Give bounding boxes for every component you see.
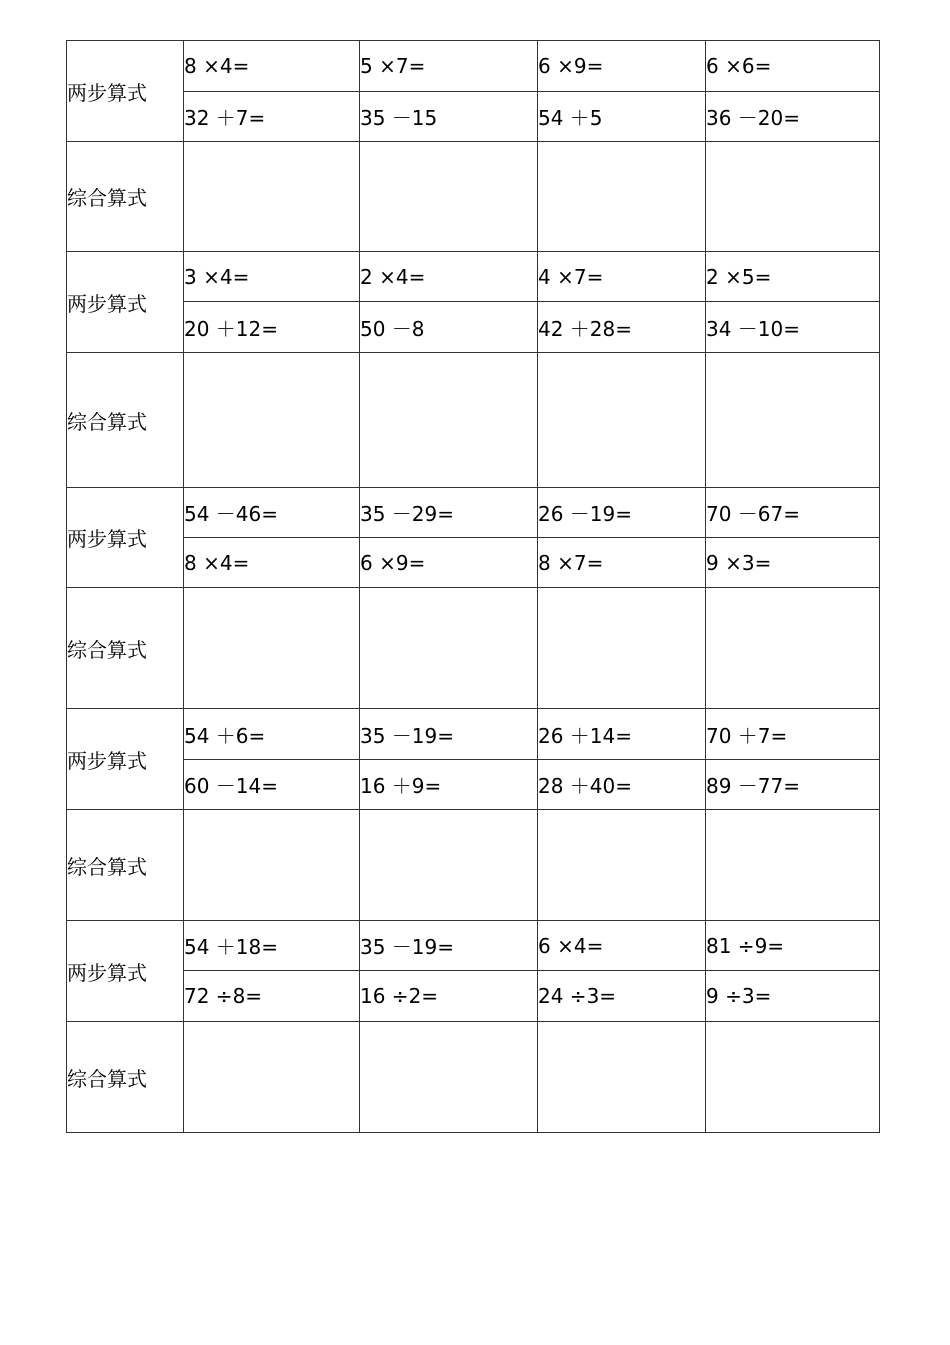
answer-cell[interactable]: [184, 588, 360, 709]
answer-cell[interactable]: [538, 142, 706, 252]
equation-cell: 28 ＋40=: [538, 760, 706, 810]
equation-cell: 16 ÷2=: [360, 971, 538, 1022]
combined-label: 综合算式: [67, 142, 184, 252]
equation-cell: 72 ÷8=: [184, 971, 360, 1022]
answer-cell[interactable]: [360, 353, 538, 488]
table-row: [67, 810, 880, 921]
combined-label: 综合算式: [67, 588, 184, 709]
equation-cell: 6 ×9=: [360, 538, 538, 588]
two-step-label: 两步算式: [67, 488, 184, 588]
table-row: [67, 1022, 880, 1133]
equation-cell: 54 －46=: [184, 488, 360, 538]
equation-cell: 42 ＋28=: [538, 302, 706, 353]
answer-cell[interactable]: [360, 588, 538, 709]
answer-cell[interactable]: [184, 353, 360, 488]
table-row: [67, 971, 880, 1022]
equation-cell: 70 ＋7=: [706, 709, 880, 760]
equation-cell: 35 －29=: [360, 488, 538, 538]
answer-cell[interactable]: [538, 353, 706, 488]
table-row: [67, 488, 880, 538]
arithmetic-worksheet-table: [66, 40, 880, 1133]
answer-cell[interactable]: [360, 142, 538, 252]
equation-cell: 20 ＋12=: [184, 302, 360, 353]
answer-cell[interactable]: [706, 1022, 880, 1133]
answer-cell[interactable]: [184, 142, 360, 252]
equation-cell: 6 ×9=: [538, 41, 706, 92]
equation-cell: 4 ×7=: [538, 252, 706, 302]
equation-cell: 9 ×3=: [706, 538, 880, 588]
equation-cell: 2 ×5=: [706, 252, 880, 302]
combined-label: 综合算式: [67, 1022, 184, 1133]
equation-cell: 26 －19=: [538, 488, 706, 538]
answer-cell[interactable]: [706, 142, 880, 252]
equation-cell: 35 －15: [360, 92, 538, 142]
table-row: [67, 353, 880, 488]
answer-cell[interactable]: [538, 1022, 706, 1133]
answer-cell[interactable]: [538, 810, 706, 921]
answer-cell[interactable]: [184, 810, 360, 921]
equation-cell: 34 －10=: [706, 302, 880, 353]
two-step-label: 两步算式: [67, 252, 184, 353]
answer-cell[interactable]: [706, 353, 880, 488]
table-row: [67, 709, 880, 760]
equation-cell: 35 －19=: [360, 921, 538, 971]
answer-cell[interactable]: [538, 588, 706, 709]
table-row: [67, 538, 880, 588]
equation-cell: 50 －8: [360, 302, 538, 353]
table-row: [67, 588, 880, 709]
equation-cell: 5 ×7=: [360, 41, 538, 92]
equation-cell: 8 ×4=: [184, 41, 360, 92]
two-step-label: 两步算式: [67, 921, 184, 1022]
two-step-label: 两步算式: [67, 41, 184, 142]
equation-cell: 54 ＋6=: [184, 709, 360, 760]
table-row: [67, 41, 880, 92]
equation-cell: 6 ×4=: [538, 921, 706, 971]
answer-cell[interactable]: [360, 1022, 538, 1133]
equation-cell: 36 －20=: [706, 92, 880, 142]
table-row: [67, 302, 880, 353]
equation-cell: 3 ×4=: [184, 252, 360, 302]
equation-cell: 35 －19=: [360, 709, 538, 760]
equation-cell: 2 ×4=: [360, 252, 538, 302]
equation-cell: 16 ＋9=: [360, 760, 538, 810]
answer-cell[interactable]: [360, 810, 538, 921]
answer-cell[interactable]: [706, 588, 880, 709]
equation-cell: 54 ＋5: [538, 92, 706, 142]
equation-cell: 70 －67=: [706, 488, 880, 538]
equation-cell: 60 －14=: [184, 760, 360, 810]
equation-cell: 24 ÷3=: [538, 971, 706, 1022]
equation-cell: 26 ＋14=: [538, 709, 706, 760]
equation-cell: 9 ÷3=: [706, 971, 880, 1022]
equation-cell: 81 ÷9=: [706, 921, 880, 971]
combined-label: 综合算式: [67, 353, 184, 488]
equation-cell: 54 ＋18=: [184, 921, 360, 971]
table-row: [67, 760, 880, 810]
equation-cell: 8 ×4=: [184, 538, 360, 588]
equation-cell: 6 ×6=: [706, 41, 880, 92]
equation-cell: 89 －77=: [706, 760, 880, 810]
combined-label: 综合算式: [67, 810, 184, 921]
equation-cell: 8 ×7=: [538, 538, 706, 588]
two-step-label: 两步算式: [67, 709, 184, 810]
answer-cell[interactable]: [706, 810, 880, 921]
table-row: [67, 92, 880, 142]
equation-cell: 32 ＋7=: [184, 92, 360, 142]
table-row: [67, 252, 880, 302]
table-row: [67, 921, 880, 971]
table-row: [67, 142, 880, 252]
answer-cell[interactable]: [184, 1022, 360, 1133]
